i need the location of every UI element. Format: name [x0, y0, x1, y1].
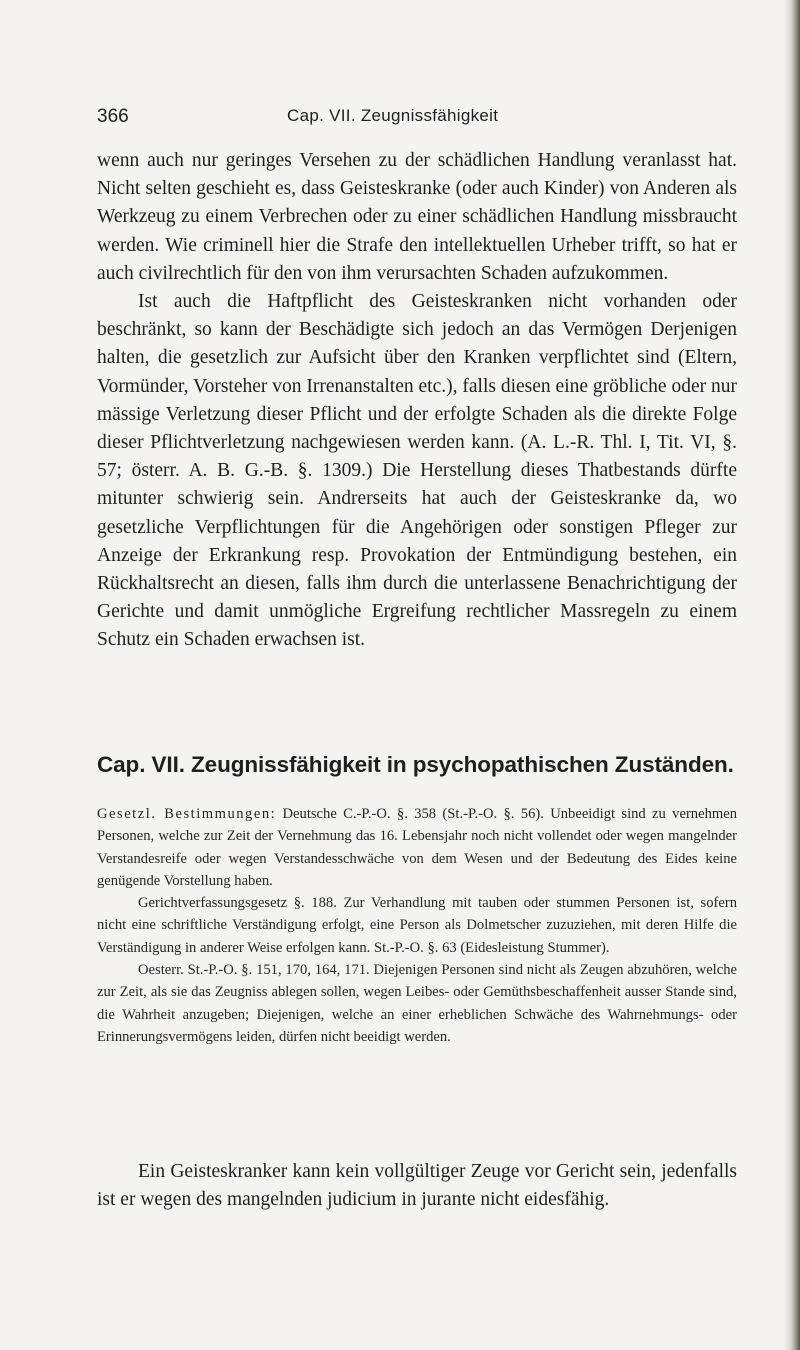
legal-provision-lead: Gesetzl. Bestimmungen:: [97, 806, 277, 822]
body-paragraph-2: Ist auch die Haftpflicht des Geisteskranken nicht vorhanden oder beschränkt, so kann der Beschädigte sich jedoch an das Vermögen Derjenigen halten, die gesetzlich zur Aufsicht über den Kranken verpflichtet sind (Eltern, Vormünder, Vorsteher von Irrenanstalten etc.), falls diesen eine gröbliche oder nur mässige Verletzung dieser Pflicht und der erfolgte Schaden als die direkte Folge dieser Pflichtverletzung nachgewiesen werden kann. (A. L.-R. Thl. I, Tit. VI, §. 57; österr. A. B. G.-B. §. 1309.) Die Herstellung dieses Thatbestands dürfte mitunter schwierig sein. Andrerseits hat auch der Geisteskranke da, wo gesetzliche Verpflichtungen für die Angehörigen oder sonstigen Pfleger zur Anzeige der Erkrankung resp. Provokation der Entmündigung bestehen, ein Rückhaltsrecht an diesen, falls ihm durch die unterlassene Benachrichtigung der Gerichte und damit unmögliche Ergreifung rechtlicher Massregeln zu einem Schutz ein Schaden erwachsen ist.: [97, 291, 737, 651]
closing-paragraph: Ein Geisteskranker kann kein vollgültiger Zeuge vor Gericht sein, jedenfalls ist er wegen des mangelnden judicium in jurante nicht eidesfähig.: [97, 1161, 737, 1211]
page-edge-shadow: [784, 0, 800, 1350]
running-title: Cap. VII. Zeugnissfähigkeit: [287, 106, 499, 125]
section-heading: Cap. VII. Zeugnissfähigkeit in psychopathischen Zuständen.: [97, 752, 734, 777]
body-paragraph-1: wenn auch nur geringes Versehen zu der schädlichen Handlung veranlasst hat. Nicht selten geschieht es, dass Geisteskranke (oder auch Kinder) von Anderen als Werkzeug zu einem Verbrechen oder zu einer schädlichen Handlung missbraucht werden. Wie criminell hier die Strafe den intellektuellen Urheber trifft, so hat er auch civilrechtlich für den von ihm verursachten Schaden aufzukommen.: [97, 150, 737, 284]
page-number: 366: [97, 106, 129, 127]
legal-provision-german-text: Deutsche C.-P.-O. §. 358 (St.-P.-O. §. 56). Unbeeidigt sind zu vernehmen Personen, welche zur Zeit der Vernehmung das 16. Lebensjahr noch nicht vollendet oder wegen mangelnder Verstandesreife oder wegen Verstandesschwäche von dem Wesen und der Bedeutung des Eides keine genügende Vorstellung haben.: [97, 806, 737, 889]
body-text: [97, 147, 737, 655]
running-head: [97, 106, 737, 134]
legal-provision-gvg: Gerichtverfassungsgesetz §. 188. Zur Verhandlung mit tauben oder stummen Personen ist, sofern nicht eine schriftliche Verständigung erfolgt, eine Person als Dolmetscher zuzuziehen, mit deren Hilfe die Verständigung in anderer Weise erfolgen kann. St.-P.-O. §. 63 (Eidesleistung Stummer).: [97, 895, 737, 956]
legal-provision-austrian: Oesterr. St.-P.-O. §. 151, 170, 164, 171. Diejenigen Personen sind nicht als Zeugen abzuhören, welche zur Zeit, als sie das Zeugniss ablegen sollen, wegen Leibes- oder Gemüthsbeschaffenheit ausser Stande sind, die Wahrheit anzugeben; Diejenigen, welche an einer erheblichen Schwäche des Wahrnehmungs- oder Erinnerungsvermögens leiden, dürfen nicht beeidigt werden.: [97, 962, 737, 1045]
legal-provision-german: [97, 803, 737, 892]
legal-provisions: [97, 803, 737, 1048]
closing-text: [97, 1158, 737, 1214]
